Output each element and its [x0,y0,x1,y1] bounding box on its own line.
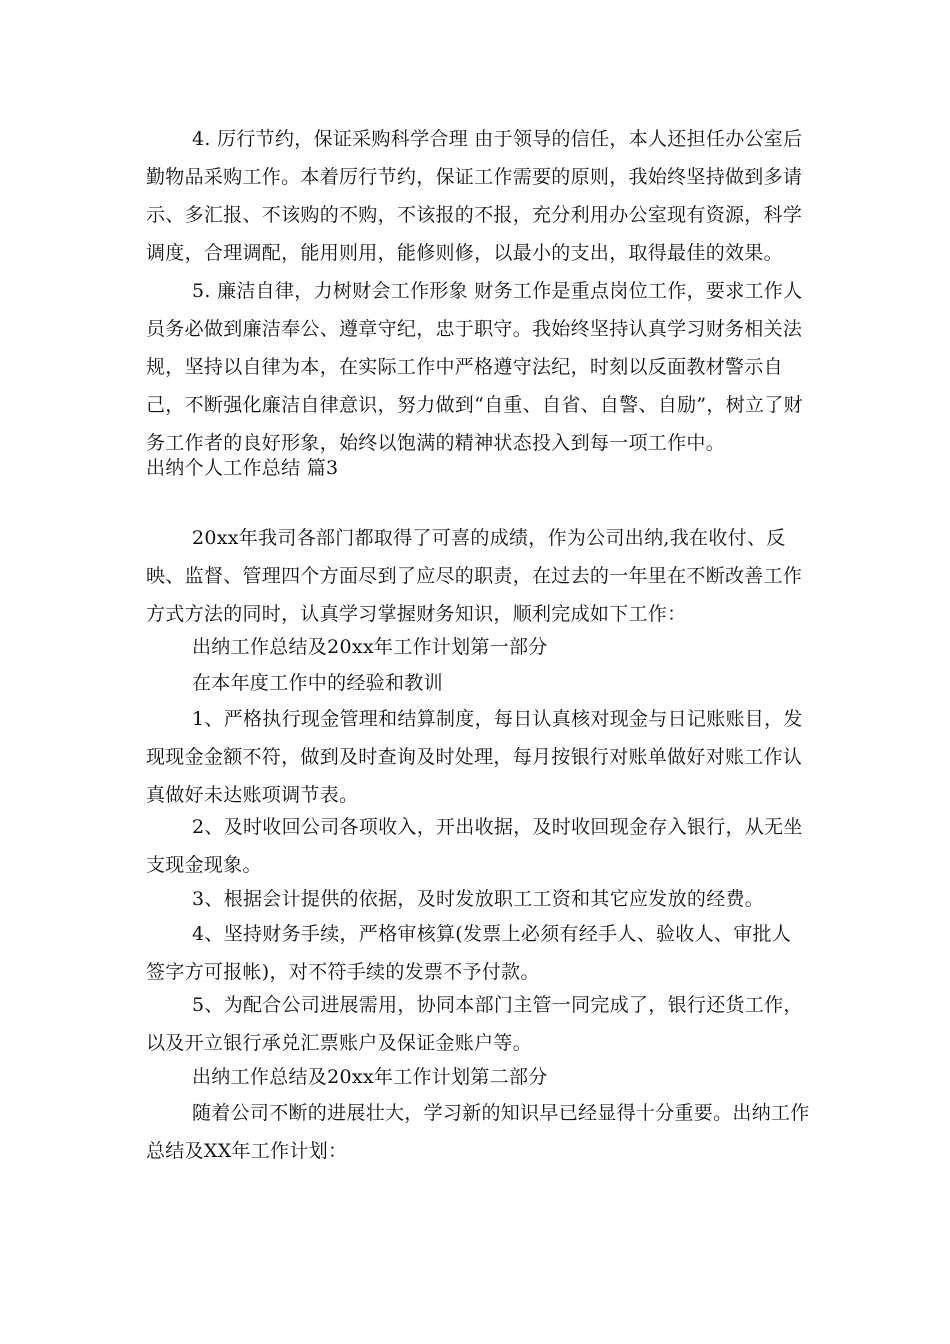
list-item-3: 3、根据会计提供的依据，及时发放职工工资和其它应发放的经费。 [192,888,765,910]
subheading-part-two: 出纳工作总结及20xx年工作计划第二部分 [192,1066,548,1088]
list-item-4: 4、坚持财务手续，严格审核算(发票上必须有经手人、验收人、审批人签字方可报帐)，对不符手续的发票不予付款。 [146,923,792,983]
subheading-part-one: 出纳工作总结及20xx年工作计划第一部分 [192,636,548,658]
paragraph-growth: 随着公司不断的进展壮大，学习新的知识早已经显得十分重要。出纳工作总结及XX年工作计划： [146,1102,810,1162]
paragraph-intro: 20xx年我司各部门都取得了可喜的成绩，作为公司出纳,我在收付、反映、监督、管理四个方面尽到了应尽的职责，在过去的一年里在不断改善工作方式方法的同时，认真学习掌握财务知识，顺利完成如下工作： [146,527,803,625]
list-item-5: 5、为配合公司进展需用，协同本部门主管一同完成了，银行还货工作，以及开立银行承兑汇票账户及保证金账户等。 [146,994,803,1054]
subheading-experience: 在本年度工作中的经验和教训 [192,672,443,694]
list-item-1: 1、严格执行现金管理和结算制度，每日认真核对现金与日记账账目，发现现金金额不符，做到及时查询及时处理，每月按银行对账单做好对账工作认真做好未达账项调节表。 [146,708,803,806]
section-heading: 出纳个人工作总结 篇3 [146,457,339,479]
paragraph-procurement: 4. 厉行节约，保证采购科学合理 由于领导的信任，本人还担任办公室后勤物品采购工作。本着厉行节约，保证工作需要的原则，我始终坚持做到多请示、多汇报、不该购的不购，不该报的不报，充分利用办公室现有资源，科学调度，合理调配，能用则用，能修则修，以最小的支出，取得最佳的效果。 [146,128,803,264]
list-item-2: 2、及时收回公司各项收入，开出收据，及时收回现金存入银行，从无坐支现金现象。 [146,816,803,876]
paragraph-integrity: 5. 廉洁自律，力树财会工作形象 财务工作是重点岗位工作，要求工作人员务必做到廉洁奉公、遵章守纪，忠于职守。我始终坚持认真学习财务相关法规，坚持以自律为本，在实际工作中严格遵守法纪，时刻以反面教材警示自己，不断强化廉洁自律意识，努力做到“自重、自省、自警、自励”，树立了财务工作者的良好形象，始终以饱满的精神状态投入到每一项工作中。 [146,280,803,454]
